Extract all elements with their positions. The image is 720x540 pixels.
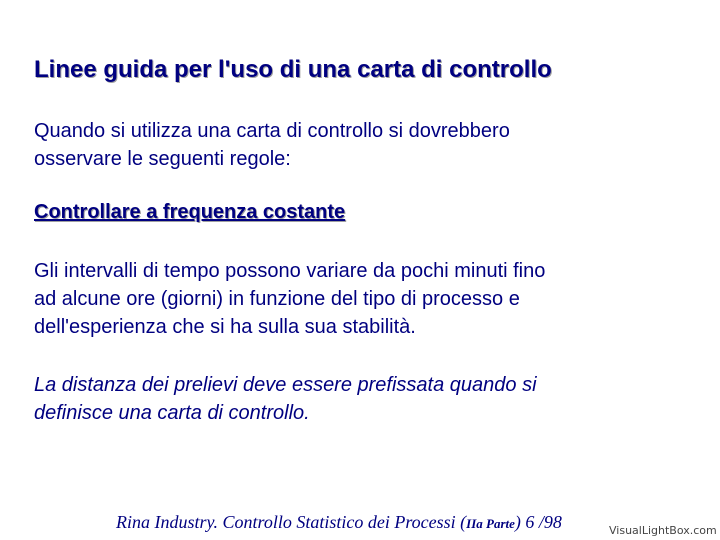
intro-line: Quando si utilizza una carta di controllo si dovrebbero (34, 120, 510, 142)
body-line: dell'esperienza che si ha sulla sua stabilità. (34, 316, 416, 338)
body-paragraph (34, 257, 545, 341)
italic-note-paragraph (34, 371, 537, 427)
note-line: La distanza dei prelievi deve essere prefissata quando si (34, 374, 537, 396)
intro-line: osservare le seguenti regole: (34, 148, 291, 170)
footer-page-number: ) 6 /98 (514, 512, 562, 532)
slide-footer (116, 512, 562, 533)
note-line: definisce una carta di controllo. (34, 402, 310, 424)
slide-title: Linee guida per l'uso di una carta di controllo (34, 56, 552, 83)
section-heading: Controllare a frequenza costante (34, 201, 346, 223)
watermark: VisualLightBox.com (606, 524, 720, 537)
footer-text: Rina Industry. Controllo Statistico dei Processi ( (116, 512, 467, 532)
body-line: ad alcune ore (giorni) in funzione del tipo di processo e (34, 288, 520, 310)
intro-paragraph (34, 117, 510, 173)
footer-part-label: IIa Parte (466, 516, 515, 531)
body-line: Gli intervalli di tempo possono variare da pochi minuti fino (34, 260, 546, 282)
